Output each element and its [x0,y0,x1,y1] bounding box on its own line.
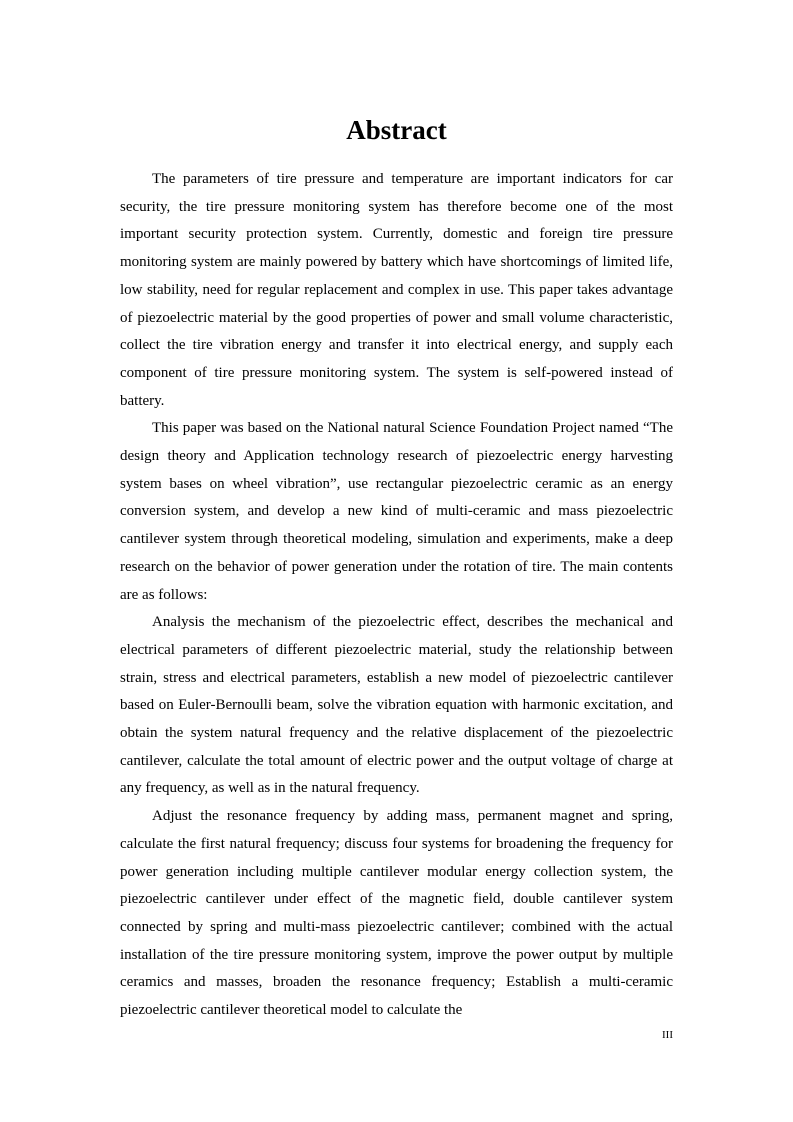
abstract-title: Abstract [346,115,447,145]
abstract-paragraph-3: Analysis the mechanism of the piezoelectric effect, describes the mechanical and electrical parameters of different piezoelectric material, study the relationship between strain, stress and electrical parameters, establish a new model of piezoelectric cantilever based on Euler-Bernoulli beam, solve the vibration equation with harmonic excitation, and obtain the system natural frequency and the relative displacement of the piezoelectric cantilever, calculate the total amount of electric power and the output voltage of charge at any frequency, as well as in the natural frequency. [120,614,673,797]
abstract-paragraph-2: This paper was based on the National natural Science Foundation Project named “The design theory and Application technology research of piezoelectric energy harvesting system bases on wheel vibration”, use rectangular piezoelectric ceramic as an energy conversion system, and develop a new kind of multi-ceramic and mass piezoelectric cantilever system through theoretical modeling, simulation and experiments, make a deep research on the behavior of power generation under the rotation of tire. The main contents are as follows: [120,420,673,603]
abstract-body [120,166,673,1025]
document-page [120,0,673,1122]
abstract-paragraph-1: The parameters of tire pressure and temperature are important indicators for car security, the tire pressure monitoring system has therefore become one of the most important security protection system. Currently, domestic and foreign tire pressure monitoring system are mainly powered by battery which have shortcomings of limited life, low stability, need for regular replacement and complex in use. This paper takes advantage of piezoelectric material by the good properties of power and small volume characteristic, collect the tire vibration energy and transfer it into electrical energy, and supply each component of tire pressure monitoring system. The system is self-powered instead of battery. [120,171,673,409]
abstract-paragraph-4: Adjust the resonance frequency by adding mass, permanent magnet and spring, calculate the first natural frequency; discuss four systems for broadening the frequency for power generation including multiple cantilever modular energy collection system, the piezoelectric cantilever under effect of the magnetic field, double cantilever system connected by spring and multi-mass piezoelectric cantilever; combined with the actual installation of the tire pressure monitoring system, improve the power output by multiple ceramics and masses, broaden the resonance frequency; Establish a multi-ceramic piezoelectric cantilever theoretical model to calculate the [120,808,673,1019]
page-number: III [662,1029,673,1041]
